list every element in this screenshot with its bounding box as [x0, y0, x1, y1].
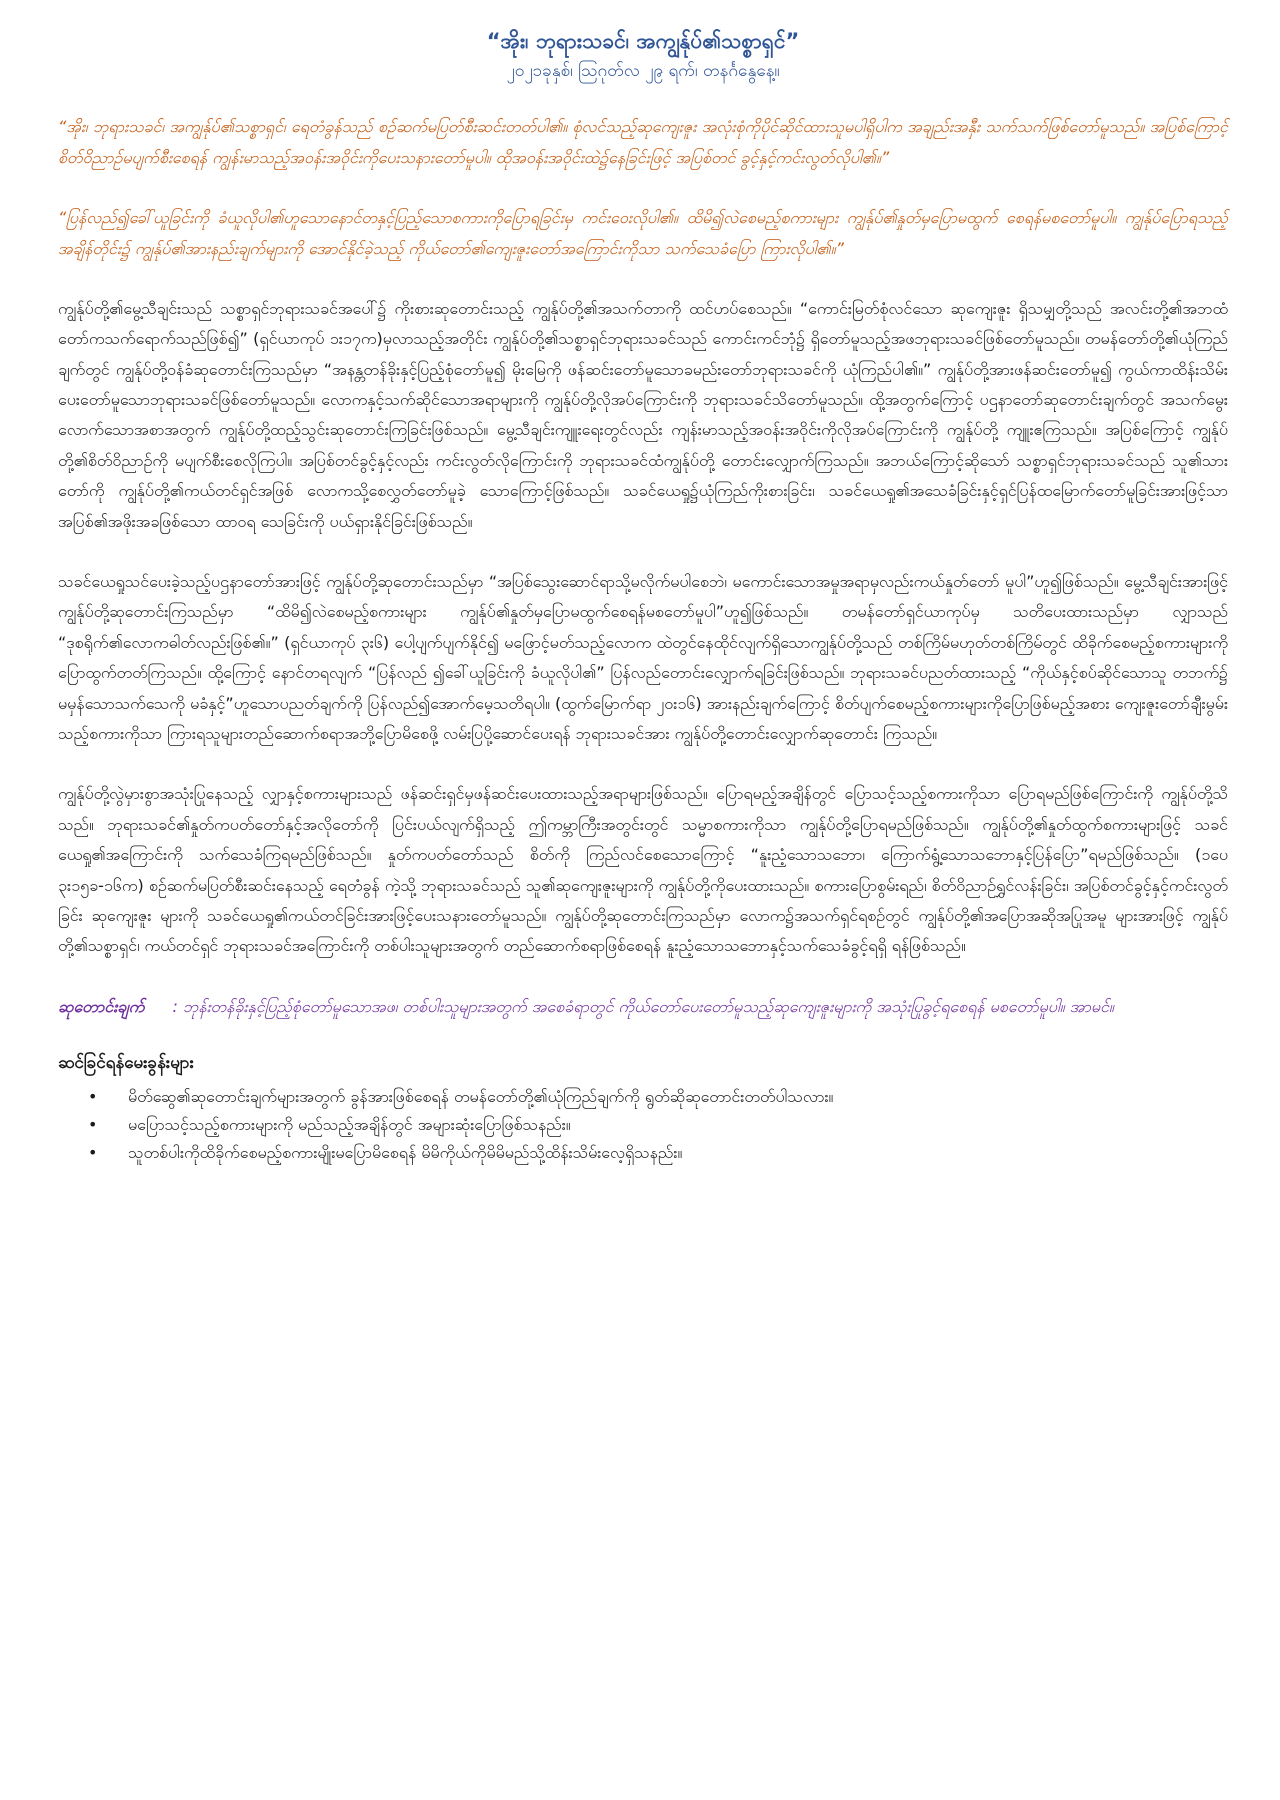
body-paragraph-2: သခင်ယေရှုသင်ပေးခဲ့သည့်ပဌနာတော်အားဖြင့် ကျွန်ုပ်တို့ဆုတောင်းသည်မှာ “အပြစ်သွေးဆောင်ရာသို့မလိုက်မပါစေဘဲ၊ မကောင်းသောအမှုအရာမှလည်းကယ်နှုတ်တော် မူပါ”ဟူ၍ဖြစ်သည်။ မွေ့သီချင်းအားဖြင့် ကျွန်ုပ်တို့ဆုတောင်းကြသည်မှာ “ထိမိ၍လဲစေမည့်စကားများ ကျွန်ုပ်၏နှုတ်မှပြောမထွက်စေရန်မစတော်မူပါ”ဟူ၍ဖြစ်သည်။ တမန်တော်ရှင်ယာကုပ်မှ သတိပေးထားသည်မှာ လျှာသည် “ဒုစရိုက်၏လောကဓါတ်လည်းဖြစ်၏။” (ရှင်ယာကုပ် ၃း၆) ပေါ့ပျက်ပျက်နိုင်၍ မဖြောင့်မတ်သည့်လောက ထဲတွင်နေထိုင်လျက်ရှိသောကျွန်ုပ်တို့သည် တစ်ကြိမ်မဟုတ်တစ်ကြိမ်တွင် ထိခိုက်စေမည့်စကားများကိုပြောထွက်တတ်ကြသည်။ ထို့ကြောင့် နောင်တရလျက် “ပြန်လည် ၍ခေါ်ယူခြင်းကို ခံယူလိုပါ၏” ပြန်လည်တောင်းလျှောက်ရခြင်းဖြစ်သည်။ ဘုရားသခင်ပညတ်ထားသည့် “ကိုယ်နှင့်စပ်ဆိုင်သောသူ တဘက်၌ မမှန်သောသက်သေကို မခံနှင့်”ဟူသောပညတ်ချက်ကို ပြန်လည်၍အောက်မေ့သတိရပါ။ (ထွက်မြောက်ရာ ၂၀း၁၆) အားနည်းချက်ကြောင့် စိတ်ပျက်စေမည့်စကားများကိုပြောဖြစ်မည့်အစား ကျေးဇူးတော်ချီးမွမ်းသည့်စကားကိုသာ ကြားရသူများတည်ဆောက်စရာအဘို့ပြောမိစေဖို့ လမ်းပြပို့ဆောင်ပေးရန် ဘုရားသခင်အား ကျွန်ုပ်တို့တောင်းလျှောက်ဆုတောင်း ကြသည်။: [58, 572, 1229, 743]
questions-heading: ဆင်ခြင်ရန်မေးခွန်းများ: [58, 1053, 194, 1074]
question-text: သူတစ်ပါးကိုထိခိုက်စေမည့်စကားမျိုးမပြောမိစေရန် မိမိကိုယ်ကိုမိမိမည်သို့ထိန်းသိမ်းလေ့ရှိသနည်း။: [128, 1143, 683, 1163]
bullet-icon: •: [88, 1115, 98, 1135]
prayer-text: : ဘုန်းတန်ခိုးနှင့်ပြည့်စုံတော်မူသောအဖ၊ တစ်ပါးသူများအတွက် အစေခံရာတွင် ကိုယ်တော်ပေးတော်မူသည့်ဆုကျေးဇူးများကို အသုံးပြုခွင့်ရစေရန် မစတော်မူပါ။ အာမင်။: [172, 996, 1114, 1016]
page-header: [58, 28, 1228, 82]
question-text: မိတ်ဆွေ၏ဆုတောင်းချက်များအတွက် ခွန်အားဖြစ်စေရန် တမန်တော်တို့၏ယုံကြည်ချက်ကို ရွတ်ဆိုဆုတောင်းတတ်ပါသလား။: [128, 1087, 834, 1107]
body-paragraph-3: ကျွန်ုပ်တို့လွဲမှားစွာအသုံးပြုနေသည့် လျှာနှင့်စကားများသည် ဖန်ဆင်းရှင်မှဖန်ဆင်းပေးထားသည့်အရာများဖြစ်သည်။ ပြောရမည့်အချိန်တွင် ပြောသင့်သည့်စကားကိုသာ ပြောရမည်ဖြစ်ကြောင်းကို ကျွန်ုပ်တို့သိသည်။ ဘုရားသခင်၏နှုတ်ကပတ်တော်နှင့်အလိုတော်ကို ပြင်းပယ်လျက်ရှိသည့် ဤကမ္ဘာကြီးအတွင်းတွင် သမ္မာစကားကိုသာ ကျွန်ုပ်တို့ပြောရမည်ဖြစ်သည်။ ကျွန်ုပ်တို့၏နှုတ်ထွက်စကားများဖြင့် သခင်ယေရှု၏အကြောင်းကို သက်သေခံကြရမည်ဖြစ်သည်။ နှုတ်ကပတ်တော်သည် စိတ်ကို ကြည်လင်စေသောကြောင့် “နူးညံ့သောသဘော၊ ကြောက်ရွံ့သောသဘောနှင့်ပြန်ပြော”ရမည်ဖြစ်သည်။ (၁ပေ ၃း၁၅ခ-၁၆က) စဉ်ဆက်မပြတ်စီးဆင်းနေသည့် ရေတံခွန် ကဲ့သို့ ဘုရားသခင်သည် သူ၏ဆုကျေးဇူးများကို ကျွန်ုပ်တို့ကိုပေးထားသည်။ စကားပြောစွမ်းရည်၊ စိတ်ဝိညာဉ်ရွှင်လန်းခြင်း၊ အပြစ်တင်ခွင့်နှင့်ကင်းလွတ်ခြင်း ဆုကျေးဇူး များကို သခင်ယေရှု၏ကယ်တင်ခြင်းအားဖြင့်ပေးသနားတော်မူသည်။ ကျွန်ုပ်တို့ဆုတောင်းကြသည်မှာ လောက၌အသက်ရှင်ရစဉ်တွင် ကျွန်ုပ်တို့၏အပြောအဆိုအပြုအမူ များအားဖြင့် ကျွန်ုပ်တို့၏သစ္စာရှင်၊ ကယ်တင်ရှင် ဘုရားသခင်အကြောင်းကို တစ်ပါးသူများအတွက် တည်ဆောက်စရာဖြစ်စေရန် နူးညံ့သောသဘောနှင့်သက်သေခံခွင့်ရရှိ ရန်ဖြစ်သည်။: [58, 784, 1229, 956]
hymn-quote-2: “ပြန်လည်၍ခေါ်ယူခြင်းကို ခံယူလိုပါ၏ဟူသောနောင်တနှင့်ပြည့်သောစကားကိုပြောရခြင်းမှ ကင်းဝေးလိုပါ၏။ ထိမိ၍လဲစေမည့်စကားများ ကျွန်ုပ်၏နှုတ်မှပြောမထွက် စေရန်မစတော်မူပါ။ ကျွန်ုပ်ပြောရသည့်အချိန်တိုင်း၌ ကျွန်ုပ်၏အားနည်းချက်များကို အောင်နိုင်ခဲ့သည့် ကိုယ်တော်၏ကျေးဇူးတော်အကြောင်းကိုသာ သက်သေခံပြော ကြားလိုပါ၏။”: [58, 208, 1228, 258]
bullet-icon: •: [88, 1087, 98, 1107]
question-text: မပြောသင့်သည့်စကားများကို မည်သည့်အချိန်တွင် အများဆုံးပြောဖြစ်သနည်း။: [128, 1115, 571, 1135]
bullet-icon: •: [88, 1143, 98, 1163]
list-item: [88, 1139, 1228, 1167]
list-item: [88, 1083, 1228, 1111]
list-item: [88, 1111, 1228, 1139]
prayer-section: [58, 992, 1228, 1022]
page-title: “အိုး၊ ဘုရားသခင်၊ အကျွန်ုပ်၏သစ္စာရှင်”: [486, 29, 800, 53]
body-paragraph-1: ကျွန်ုပ်တို့၏မွေ့သီချင်းသည် သစ္စာရှင်ဘုရားသခင်အပေါ်၌ ကိုးစားဆုတောင်းသည့် ကျွန်ုပ်တို့၏အသက်တာကို ထင်ဟပ်စေသည်။ “ကောင်းမြတ်စုံလင်သော ဆုကျေးဇူး ရှိသမျှတို့သည် အလင်းတို့၏အဘထံတော်ကသက်ရောက်သည်ဖြစ်၍” (ရှင်ယာကုပ် ၁း၁၇က)မှလာသည့်အတိုင်း ကျွန်ုပ်တို့၏သစ္စာရှင်ဘုရားသခင်သည် ကောင်းကင်ဘုံ၌ ရှိတော်မူသည့်အဖဘုရားသခင်ဖြစ်တော်မူသည်။ တမန်တော်တို့၏ယုံကြည်ချက်တွင် ကျွန်ုပ်တို့ဝန်ခံဆုတောင်းကြသည်မှာ “အနန္တတန်ခိုးနှင့်ပြည့်စုံတော်မူ၍ မိုးမြေကို ဖန်ဆင်းတော်မူသောခမည်းတော်ဘုရားသခင်ကို ယုံကြည်ပါ၏။” ကျွန်ုပ်တို့အားဖန်ဆင်းတော်မူ၍ ကွယ်ကာထိန်းသိမ်းပေးတော်မူသောဘုရားသခင်ဖြစ်တော်မူသည်။ လောကနှင့်သက်ဆိုင်သောအရာများကို ကျွန်ုပ်တို့လိုအပ်ကြောင်းကို ဘုရားသခင်သိတော်မူသည်။ ထို့အတွက်ကြောင့် ပဌနာတော်ဆုတောင်းချက်တွင် အသက်မွေး လောက်သောအစာအတွက် ကျွန်ုပ်တို့ထည့်သွင်းဆုတောင်းကြခြင်းဖြစ်သည်။ မွေ့သီချင်းကျူးရေးတွင်လည်း ကျန်းမာသည့်အဝန်းအဝိုင်းကိုလိုအပ်ကြောင်းကို ကျွန်ုပ်တို့ ကျူးဧကြသည်။ အပြစ်ကြောင့် ကျွန်ုပ်တို့၏စိတ်ဝိညာဉ်ကို မပျက်စီးစေလိုကြပါ။ အပြစ်တင်ခွင့်နှင့်လည်း ကင်းလွတ်လိုကြောင်းကို ဘုရားသခင်ထံကျွန်ုပ်တို့ တောင်းလျှောက်ကြသည်။ အဘယ်ကြောင့်ဆိုသော် သစ္စာရှင်ဘုရားသခင်သည် သူ၏သားတော်ကို ကျွန်ုပ်တို့၏ကယ်တင်ရှင်အဖြစ် လောကသို့စေလွှတ်တော်မူခဲ့ သောကြောင့်ဖြစ်သည်။ သခင်ယေရှု၌ယုံကြည်ကိုးစားခြင်း၊ သခင်ယေရှု၏အသေခံခြင်းနှင့်ရှင်ပြန်ထမြောက်တော်မူခြင်းအားဖြင့်သာ အပြစ်၏အဖိုးအခဖြစ်သော ထာဝရ သေခြင်းကို ပယ်ရှားနိုင်ခြင်းဖြစ်သည်။: [58, 298, 1228, 531]
hymn-quote-1: “အိုး၊ ဘုရားသခင်၊ အကျွန်ုပ်၏သစ္စာရှင်၊ ရေတံခွန်သည် စဉ်ဆက်မပြတ်စီးဆင်းတတ်ပါ၏။ စုံလင်သည့်ဆုကျေးဇူး အလုံးစုံကိုပိုင်ဆိုင်ထားသူမပါရှိပါက အချည်းအနှီး သက်သက်ဖြစ်တော်မူသည်။ အပြစ်ကြောင့် စိတ်ဝိညာဉ်မပျက်စီးစေရန် ကျွန်းမာသည့်အဝန်းအဝိုင်းကိုပေးသနားတော်မူပါ။ ထိုအဝန်းအဝိုင်းထဲ၌နေခြင်းဖြင့် အပြစ်တင် ခွင့်နှင့်ကင်းလွတ်လိုပါ၏။”: [58, 117, 1228, 167]
questions-list: [88, 1083, 1228, 1167]
reflection-questions: [58, 1052, 1228, 1167]
page-date: ၂၀၂၁ခုနှစ်၊ ဩဂုတ်လ ၂၉ ရက်၊ တနင်္ဂနွေနေ့။: [506, 61, 780, 82]
prayer-label: ဆုတောင်းချက်: [58, 996, 145, 1016]
